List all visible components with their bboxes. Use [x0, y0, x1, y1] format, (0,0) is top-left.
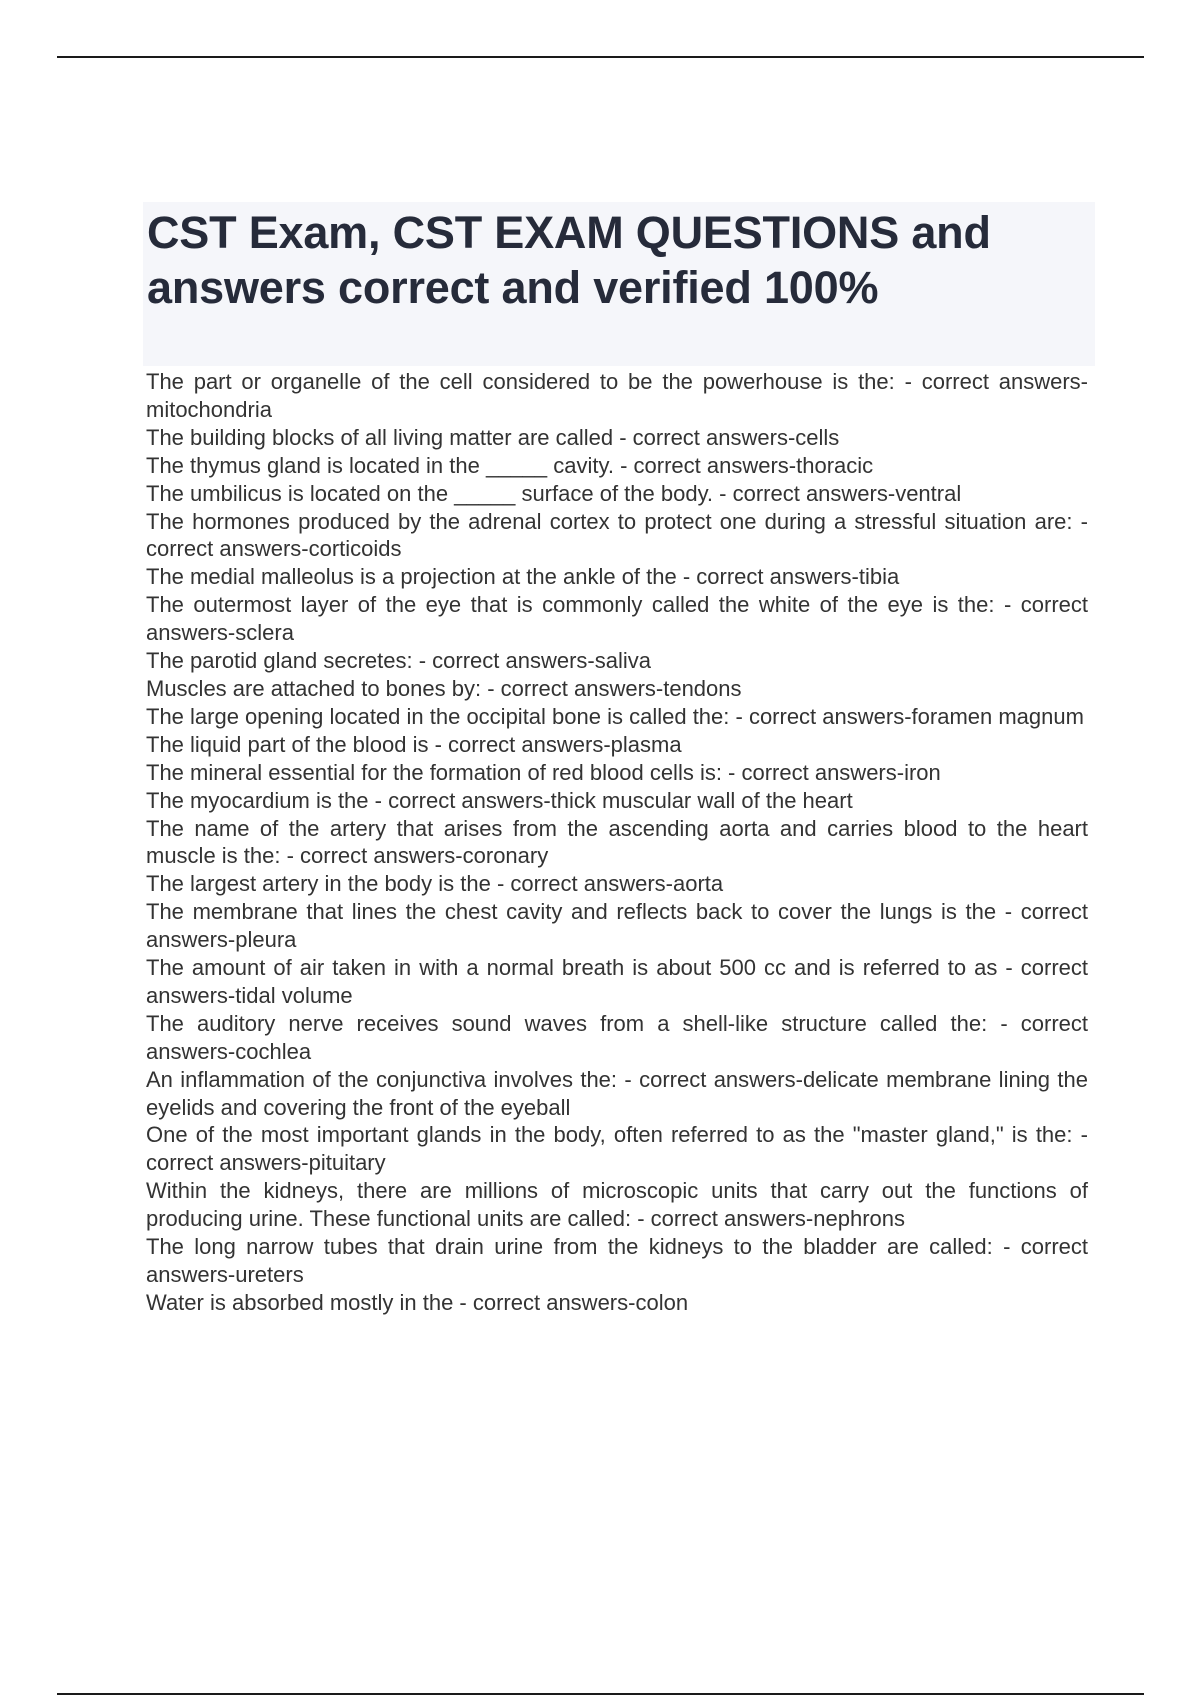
qa-item: The medial malleolus is a projection at the ankle of the - correct answers-tibia	[146, 564, 900, 590]
qa-item: The outermost layer of the eye that is commonly called the white of the eye is the: - correct answers-sclera	[146, 592, 1088, 646]
qa-item: The building blocks of all living matter are called - correct answers-cells	[146, 424, 840, 450]
qa-item: The large opening located in the occipital bone is called the: - correct answers-foramen magnum	[146, 703, 1084, 729]
qa-item: The long narrow tubes that drain urine from the kidneys to the bladder are called: - correct answers-ureters	[146, 1234, 1088, 1287]
qa-item: The auditory nerve receives sound waves from a shell-like structure called the: - correct answers-cochlea	[146, 1010, 1088, 1064]
header-rule	[57, 56, 1144, 58]
title-block	[143, 202, 1095, 366]
qa-item: The largest artery in the body is the - correct answers-aorta	[146, 871, 724, 897]
qa-item: The umbilicus is located on the _____ surface of the body. - correct answers-ventral	[146, 480, 962, 506]
qa-list	[146, 368, 1088, 1317]
qa-item: The membrane that lines the chest cavity and reflects back to cover the lungs is the - correct answers-pleura	[146, 899, 1088, 953]
qa-item: The myocardium is the - correct answers-thick muscular wall of the heart	[146, 787, 853, 813]
footer-rule	[57, 1693, 1144, 1695]
qa-item: The hormones produced by the adrenal cortex to protect one during a stressful situation are: - correct answers-corticoids	[146, 508, 1088, 562]
qa-item: The liquid part of the blood is - correct answers-plasma	[146, 731, 682, 757]
qa-item: Muscles are attached to bones by: - correct answers-tendons	[146, 675, 742, 701]
qa-item: Water is absorbed mostly in the - correct answers-colon	[146, 1289, 689, 1315]
qa-item: One of the most important glands in the body, often referred to as the "master gland," is the: - correct answers-pituitary	[146, 1122, 1088, 1176]
document-title: CST Exam, CST EXAM QUESTIONS and answers correct and verified 100%	[147, 207, 991, 313]
qa-item: The mineral essential for the formation of red blood cells is: - correct answers-iron	[146, 759, 941, 785]
qa-item: The part or organelle of the cell considered to be the powerhouse is the: - correct answers-mitochondria	[146, 369, 1088, 422]
qa-item: Within the kidneys, there are millions of microscopic units that carry out the functions of producing urine. These functional units are called: - correct answers-nephrons	[146, 1178, 1088, 1232]
qa-item: The thymus gland is located in the _____ cavity. - correct answers-thoracic	[146, 452, 874, 478]
qa-item: An inflammation of the conjunctiva involves the: - correct answers-delicate membrane lining the eyelids and covering the front of the eyeball	[146, 1066, 1088, 1120]
qa-item: The parotid gland secretes: - correct answers-saliva	[146, 648, 651, 674]
qa-item: The amount of air taken in with a normal breath is about 500 cc and is referred to as - correct answers-tidal volume	[146, 955, 1088, 1008]
qa-item: The name of the artery that arises from the ascending aorta and carries blood to the heart muscle is the: - correct answers-coronary	[146, 815, 1088, 869]
